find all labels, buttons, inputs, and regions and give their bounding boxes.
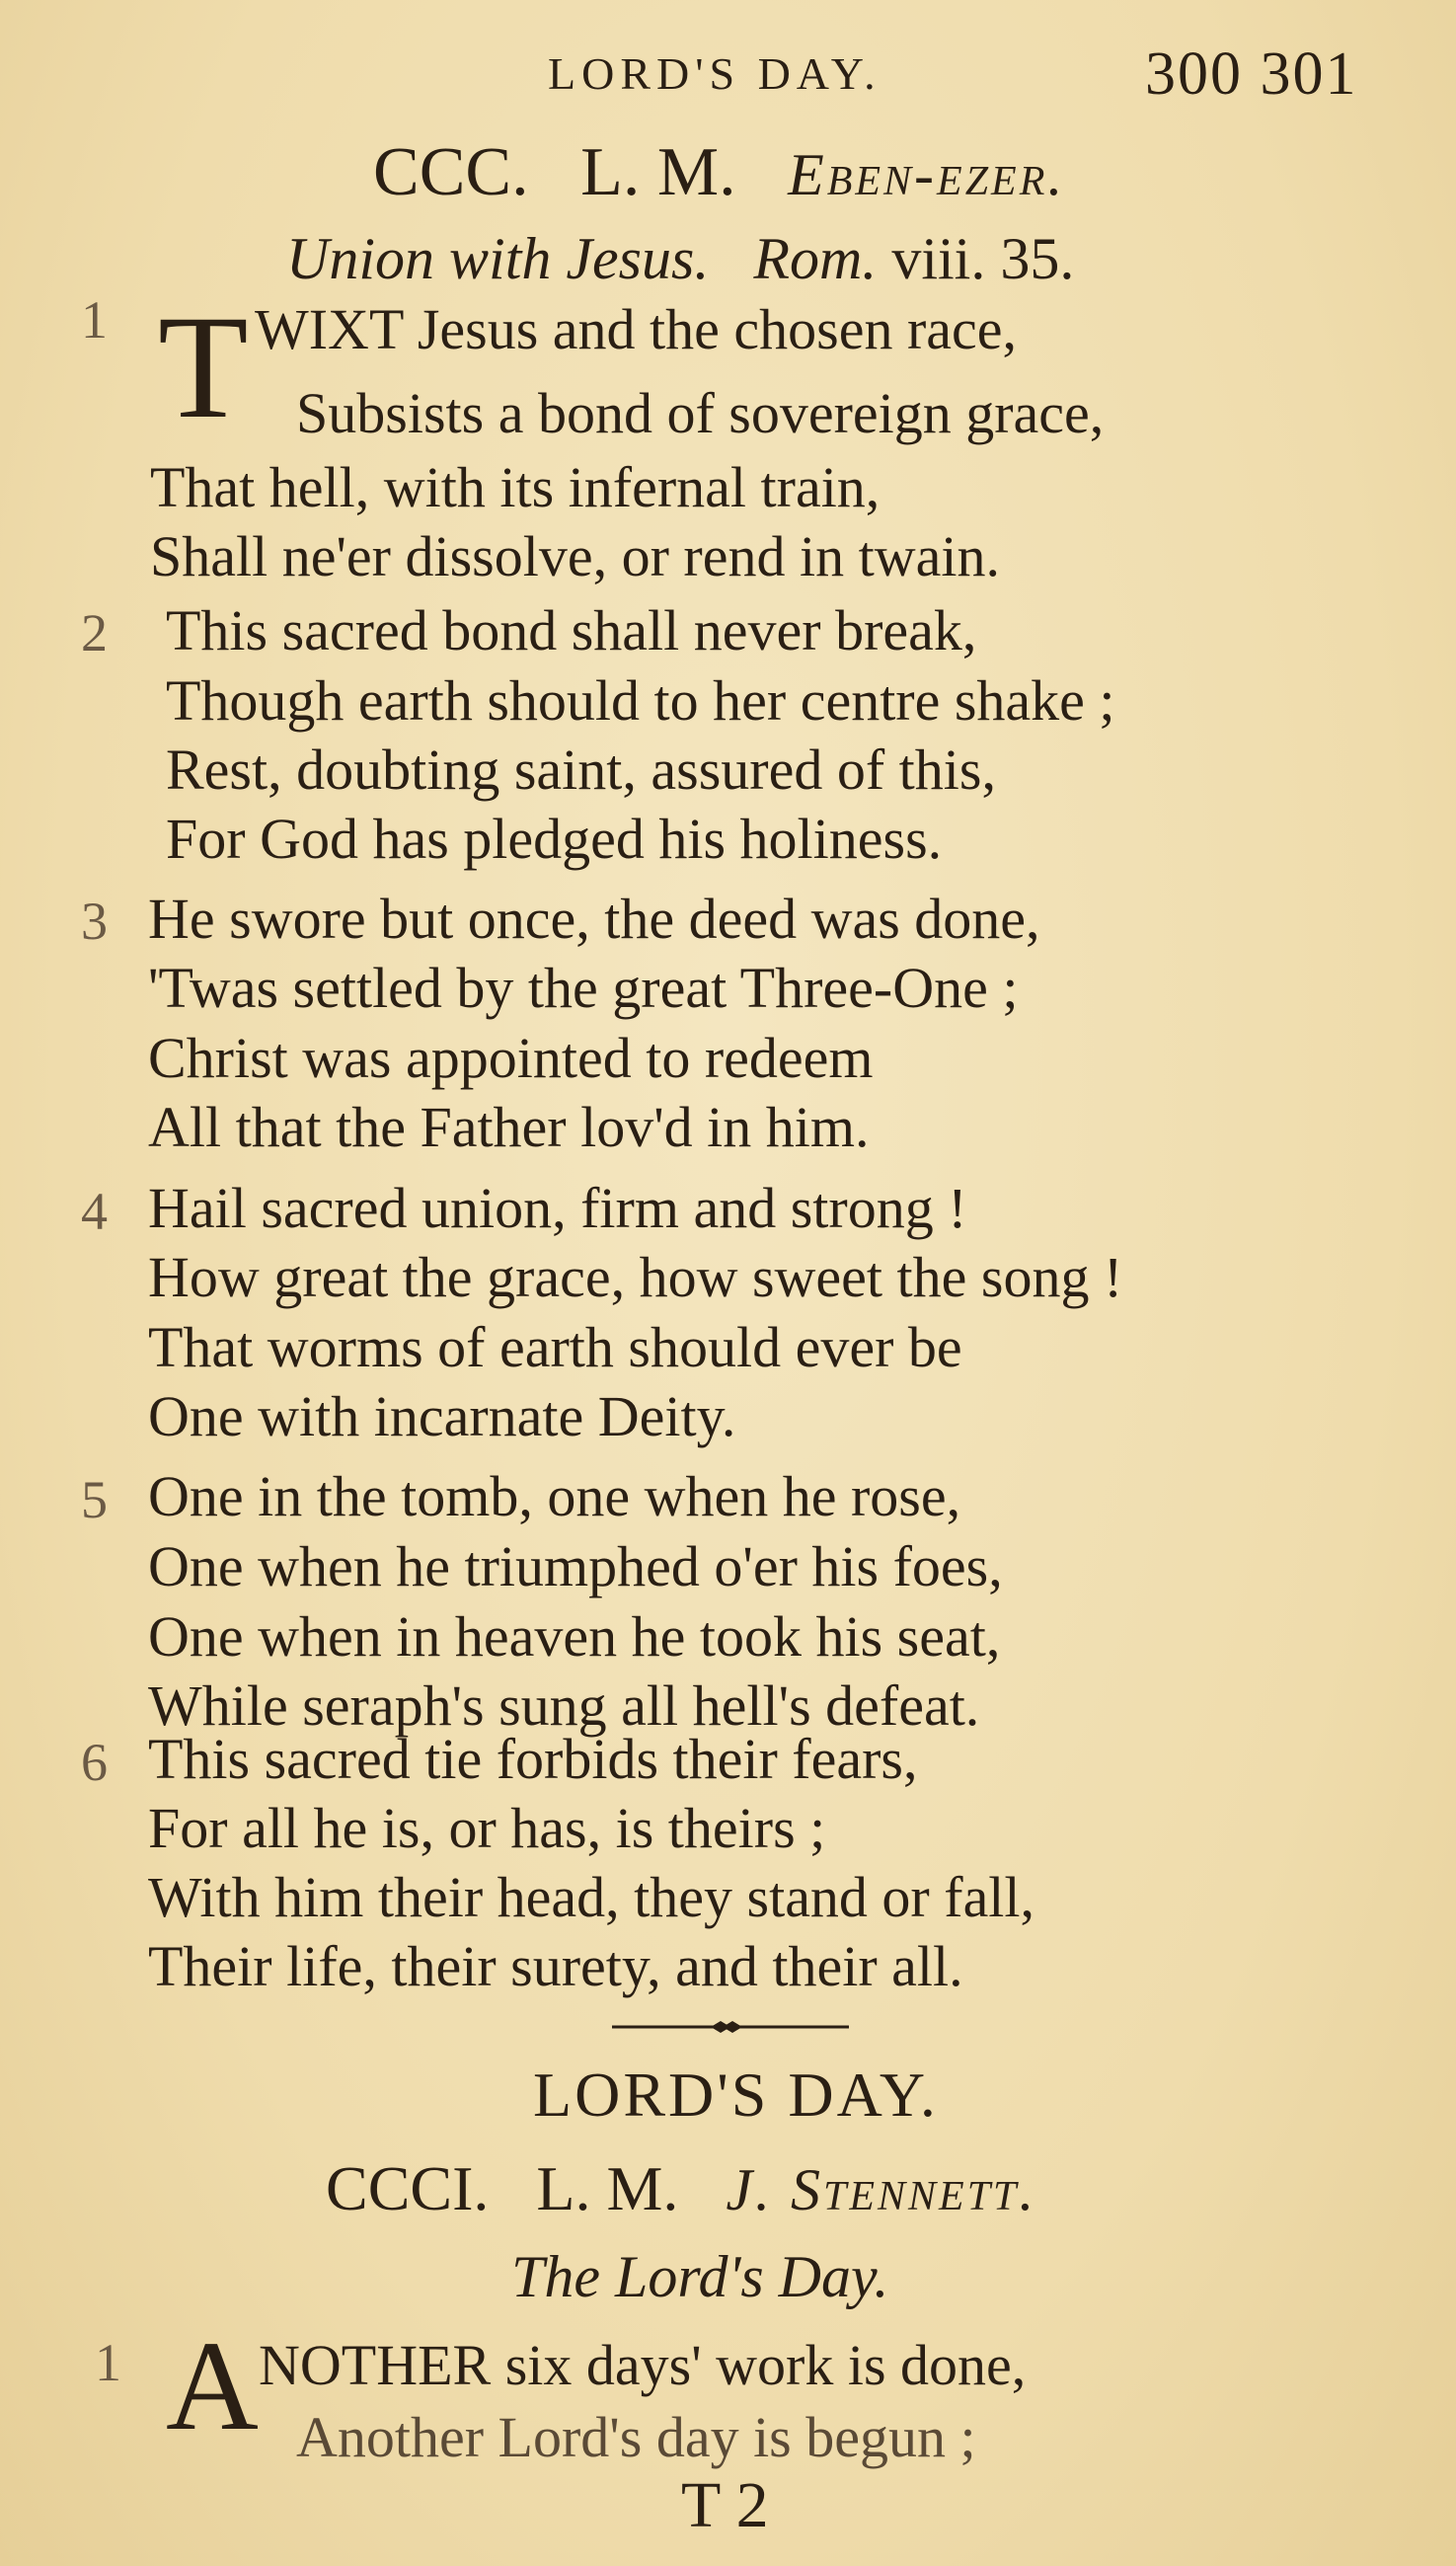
page-numbers: 300 301 xyxy=(1145,40,1358,108)
hymn-300-number: CCC. xyxy=(373,134,529,210)
verse-line: Though earth should to her centre shake ; xyxy=(166,668,1115,733)
ornament-divider xyxy=(612,2020,849,2034)
hymn-301-heading xyxy=(326,2152,1036,2225)
verse-line: 'Twas settled by the great Three-One ; xyxy=(148,956,1019,1020)
verse-line: While seraph's sung all hell's defeat. xyxy=(148,1673,980,1738)
verse-line: One when in heaven he took his seat, xyxy=(148,1604,1001,1669)
hymn-301-subject: The Lord's Day. xyxy=(511,2244,889,2309)
verse-line: For all he is, or has, is theirs ; xyxy=(148,1796,826,1860)
hymn-300-reference-verse: viii. 35. xyxy=(891,226,1075,291)
running-title: LORD'S DAY. xyxy=(548,48,881,99)
drop-cap: T xyxy=(158,285,249,449)
verse-line: NOTHER six days' work is done, xyxy=(259,2333,1027,2397)
hymn-301-number: CCCI. xyxy=(326,2153,490,2223)
verse-number: 6 xyxy=(81,1733,108,1792)
hymn-301-author: J. Stennett. xyxy=(726,2157,1037,2222)
hymn-300-reference-book: Rom. xyxy=(753,226,878,291)
verse-line: All that the Father lov'd in him. xyxy=(148,1095,870,1159)
hymn-300-subject: Union with Jesus. xyxy=(286,226,710,291)
verse-line: One with incarnate Deity. xyxy=(148,1384,736,1448)
verse-line: Subsists a bond of sovereign grace, xyxy=(296,381,1105,445)
verse-number: 4 xyxy=(81,1182,108,1241)
verse-line: Another Lord's day is begun ; xyxy=(296,2405,976,2469)
hymn-300-tune: Eben-ezer. xyxy=(788,142,1066,207)
verse-number: 1 xyxy=(81,290,108,350)
drop-cap: A xyxy=(166,2315,259,2457)
verse-line: That hell, with its infernal train, xyxy=(150,455,881,519)
hymn-300-subject-line xyxy=(286,225,1074,293)
verse-line: With him their head, they stand or fall, xyxy=(148,1865,1035,1929)
signature-mark: T 2 xyxy=(681,2469,769,2541)
verse-line: This sacred tie forbids their fears, xyxy=(148,1727,918,1791)
verse-line: This sacred bond shall never break, xyxy=(166,598,977,662)
verse-line: Christ was appointed to redeem xyxy=(148,1026,874,1090)
verse-line: For God has pledged his holiness. xyxy=(166,807,943,871)
section-heading: LORD'S DAY. xyxy=(533,2060,939,2130)
verse-line: He swore but once, the deed was done, xyxy=(148,887,1040,951)
verse-line: Their life, their surety, and their all. xyxy=(148,1934,963,1998)
verse-line: Shall ne'er dissolve, or rend in twain. xyxy=(150,524,1000,588)
hymn-300-heading xyxy=(373,133,1065,212)
hymn-300-meter: L. M. xyxy=(580,134,736,210)
verse-line: One when he triumphed o'er his foes, xyxy=(148,1534,1003,1598)
verse-number: 1 xyxy=(95,2333,121,2392)
verse-line: One in the tomb, one when he rose, xyxy=(148,1464,961,1528)
verse-line: WIXT Jesus and the chosen race, xyxy=(255,297,1017,361)
verse-line: Rest, doubting saint, assured of this, xyxy=(166,738,996,802)
verse-line: Hail sacred union, firm and strong ! xyxy=(148,1176,967,1240)
verse-number: 5 xyxy=(81,1470,108,1529)
hymn-301-meter: L. M. xyxy=(536,2153,679,2223)
verse-line: How great the grace, how sweet the song ! xyxy=(148,1245,1123,1309)
verse-number: 3 xyxy=(81,892,108,951)
verse-number: 2 xyxy=(81,603,108,662)
verse-line: That worms of earth should ever be xyxy=(148,1315,962,1379)
